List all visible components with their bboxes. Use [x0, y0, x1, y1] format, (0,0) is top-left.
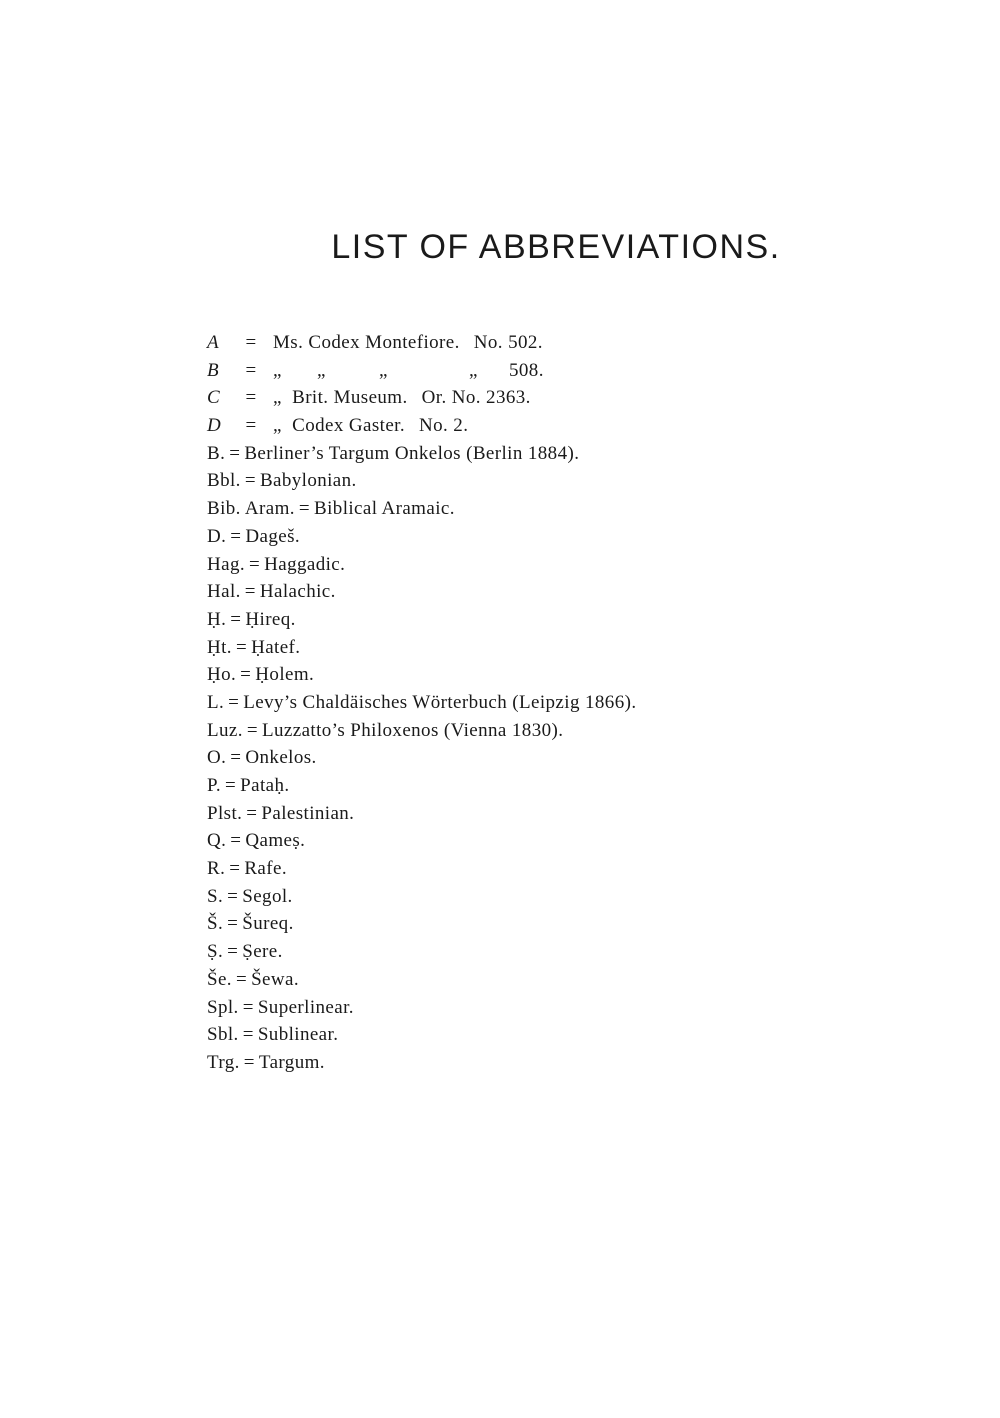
list-item-ms-d	[207, 412, 827, 440]
ditto-mark: „	[317, 359, 326, 381]
abbreviation: S.	[207, 885, 224, 907]
equals-sign: =	[230, 747, 242, 769]
definition: Rafe.	[244, 858, 287, 880]
definition: Luzzatto’s Philoxenos (Vienna 1830).	[262, 719, 564, 741]
list-item	[207, 689, 827, 717]
equals-sign: =	[245, 332, 257, 353]
equals-sign: =	[229, 858, 241, 880]
abbreviation: B	[207, 359, 220, 381]
equals-sign: =	[230, 608, 242, 630]
ditto-marks	[273, 357, 509, 385]
equals-sign: =	[228, 691, 240, 713]
definition: „ Codex Gaster.	[273, 415, 405, 437]
definition: Babylonian.	[259, 470, 357, 492]
equals-sign: =	[298, 498, 311, 520]
equals-sign: =	[235, 968, 248, 990]
equals-sign: =	[242, 1024, 254, 1046]
abbreviation: C	[207, 387, 221, 409]
list-item	[207, 606, 827, 634]
list-item	[207, 495, 827, 523]
equals-sign: =	[229, 442, 241, 464]
abbreviation: P.	[207, 775, 222, 796]
definition: Pataḥ.	[240, 775, 290, 796]
ditto-mark: „	[273, 359, 282, 381]
abbreviation-list	[207, 329, 827, 1077]
definition: Superlinear.	[257, 996, 354, 1018]
definition: Biblical Aramaic.	[314, 498, 455, 520]
definition: Onkelos.	[245, 747, 317, 769]
abbreviation: O.	[207, 747, 227, 769]
equals-sign: =	[245, 387, 257, 409]
definition: Levy’s Chaldäisches Wörterbuch (Leipzig 1866).	[243, 691, 637, 713]
abbreviation: Bbl.	[207, 470, 241, 492]
list-item	[207, 966, 827, 994]
definition: Berliner’s Targum Onkelos (Berlin 1884).	[244, 442, 580, 464]
abbreviation: D.	[207, 525, 227, 547]
list-item	[207, 551, 827, 579]
equals-sign: =	[230, 525, 242, 547]
abbreviation: A	[207, 332, 220, 353]
abbreviation: Trg.	[207, 1051, 240, 1073]
list-item	[207, 883, 827, 911]
definition: Šureq.	[242, 913, 294, 935]
abbreviation: Ṣ.	[207, 941, 224, 963]
abbreviation: L.	[207, 691, 225, 713]
equals-sign: =	[243, 1051, 255, 1073]
definition-number: No. 2.	[418, 415, 469, 437]
list-item	[207, 827, 827, 855]
abbreviation: R.	[207, 858, 226, 880]
definition: Segol.	[242, 885, 293, 907]
definition: Qameṣ.	[245, 830, 306, 852]
equals-sign: =	[245, 359, 257, 381]
equals-sign: =	[227, 941, 239, 963]
abbreviation: Še.	[207, 968, 232, 990]
definition: Ḥolem.	[255, 664, 315, 686]
equals-sign: =	[235, 636, 248, 658]
definition: Haggadic.	[264, 553, 346, 575]
list-item	[207, 634, 827, 662]
equals-sign: =	[230, 830, 242, 852]
abbreviation: Q.	[207, 830, 227, 852]
equals-sign: =	[246, 719, 259, 741]
equals-sign: =	[244, 581, 256, 603]
list-item	[207, 578, 827, 606]
definition-number: No. 502.	[473, 332, 543, 353]
definition: Ḥireq.	[245, 608, 296, 630]
equals-sign: =	[225, 775, 237, 796]
list-item	[207, 661, 827, 689]
equals-sign: =	[246, 802, 258, 824]
list-item	[207, 467, 827, 495]
abbreviation: Ḥt.	[207, 636, 232, 658]
list-item	[207, 440, 827, 468]
definition: Palestinian.	[261, 802, 355, 824]
abbreviation: Hag.	[207, 553, 246, 575]
definition: Dageš.	[245, 525, 301, 547]
abbreviation: B.	[207, 442, 226, 464]
definition: Ms. Codex Montefiore.	[273, 332, 460, 353]
definition-number: 508.	[509, 359, 544, 381]
definition: Ṣere.	[242, 941, 283, 963]
definition: Targum.	[258, 1051, 325, 1073]
definition: Halachic.	[259, 581, 336, 603]
page-title: LIST OF ABBREVIATIONS.	[331, 228, 781, 266]
equals-sign: =	[242, 996, 254, 1018]
list-item	[207, 994, 827, 1022]
equals-sign: =	[245, 415, 257, 437]
abbreviation: Bib. Aram.	[207, 498, 295, 520]
list-item	[207, 938, 827, 966]
list-item	[207, 1049, 827, 1077]
definition: „ Brit. Museum.	[273, 387, 408, 409]
list-item	[207, 1021, 827, 1049]
abbreviation: Ḥo.	[207, 664, 237, 686]
equals-sign: =	[244, 470, 256, 492]
definition: Ḥatef.	[251, 636, 301, 658]
equals-sign: =	[227, 913, 239, 935]
list-item	[207, 855, 827, 883]
abbreviation: Hal.	[207, 581, 241, 603]
definition-number: Or. No. 2363.	[421, 387, 531, 409]
abbreviation: Plst.	[207, 802, 243, 824]
abbreviation: Ḥ.	[207, 608, 227, 630]
list-item	[207, 744, 827, 772]
equals-sign: =	[249, 553, 261, 575]
list-item-ms-b	[207, 357, 827, 385]
definition: Sublinear.	[257, 1024, 339, 1046]
abbreviation: Š.	[207, 913, 224, 935]
list-item	[207, 910, 827, 938]
list-item-ms-c	[207, 384, 827, 412]
abbreviation: Sbl.	[207, 1024, 239, 1046]
list-item	[207, 800, 827, 828]
list-item	[207, 523, 827, 551]
list-item-ms-a	[207, 329, 827, 357]
list-item	[207, 772, 827, 800]
list-item	[207, 717, 827, 745]
abbreviation: Spl.	[207, 996, 239, 1018]
definition: Šewa.	[251, 968, 299, 990]
abbreviation: D	[207, 415, 222, 437]
equals-sign: =	[240, 664, 252, 686]
ditto-mark: „	[379, 359, 388, 381]
abbreviation: Luz.	[207, 719, 243, 741]
equals-sign: =	[227, 885, 239, 907]
ditto-mark: „	[469, 359, 478, 381]
